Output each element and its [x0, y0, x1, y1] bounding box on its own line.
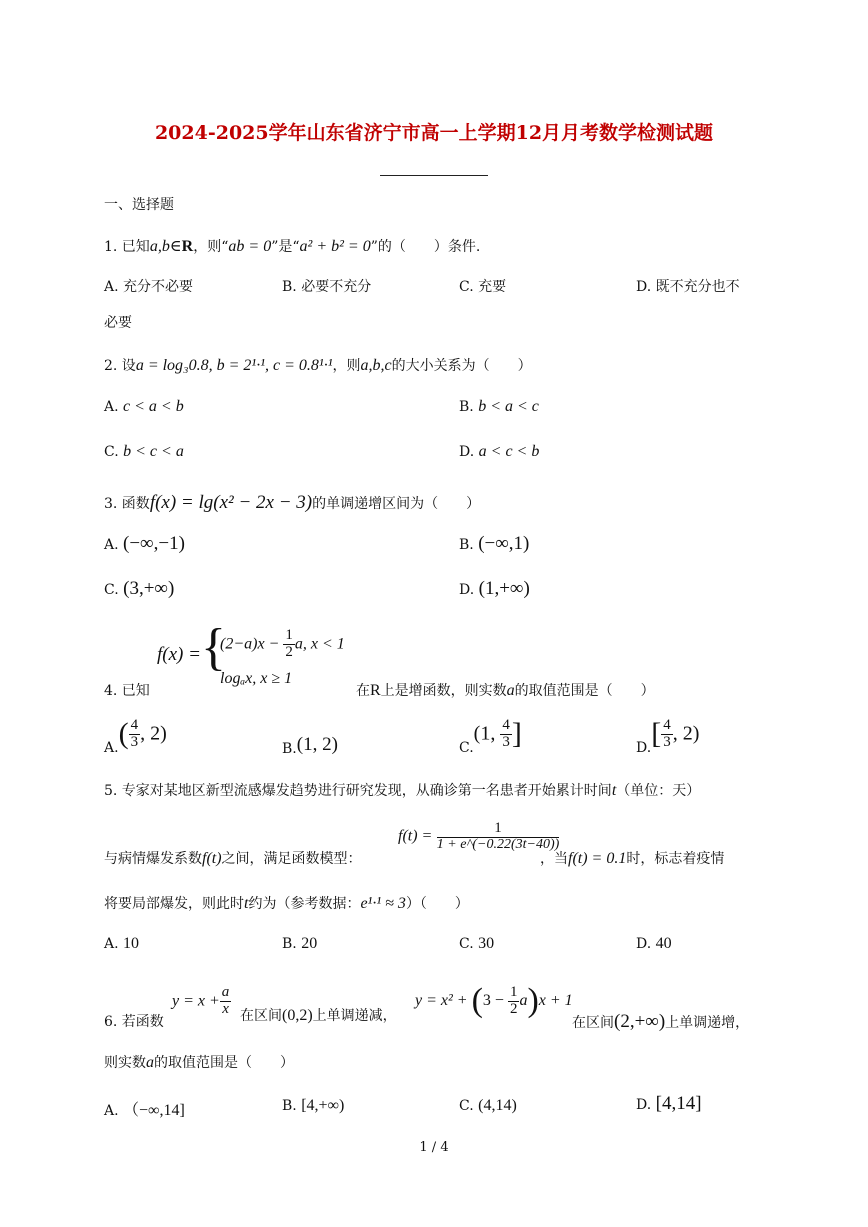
q4-case1-a: (2−a)x −: [220, 635, 284, 653]
q3-option-c[interactable]: [104, 578, 174, 600]
q4-real-set: R: [370, 682, 381, 699]
option-label: C.: [104, 582, 119, 598]
frac-den: 1 + e^(−0.22(3t−40)): [436, 836, 560, 852]
option-label: D.: [459, 444, 475, 460]
q1-text: ”的（ ）条件.: [370, 239, 481, 255]
bracket: , 2): [672, 722, 700, 745]
q2-option-c[interactable]: [104, 443, 184, 461]
q1-text: ”是“: [271, 239, 300, 255]
q3-option-b[interactable]: [459, 533, 529, 555]
q6-y2-d: x + 1: [538, 992, 573, 1009]
question-3-stem: [104, 492, 480, 514]
q6-y1-lhs: y = x +: [172, 992, 220, 1010]
question-5-line-2a: [104, 848, 362, 868]
q5-text: 5. 专家对某地区新型流感爆发趋势进行研究发现，从确诊第一名患者开始累计时间: [104, 783, 612, 799]
option-label: A.: [104, 1103, 119, 1119]
q5-text: 约为（参考数据：: [248, 896, 361, 912]
q6-text: 上单调递减，: [312, 1008, 397, 1024]
q6-y2-b: 3 −: [482, 992, 508, 1009]
bracket: [: [651, 717, 662, 750]
option-value: （−∞,14]: [123, 1102, 185, 1119]
question-5-line-3: [104, 893, 469, 913]
q1-number: 1. 已知: [104, 239, 150, 255]
frac: [500, 718, 512, 751]
paren-open: (: [471, 982, 483, 1019]
q1-option-a[interactable]: A. 充分不必要: [104, 279, 194, 295]
option-value: [4,+∞): [301, 1097, 345, 1114]
option-value: 30: [478, 935, 495, 952]
q4-var: a: [506, 682, 515, 699]
option-label: A.: [104, 740, 119, 756]
q2-expr: a = log₃0.8, b = 2¹·¹, c = 0.8¹·¹: [135, 357, 333, 374]
q1-text: ，则“: [193, 239, 229, 255]
q5-condition: f(t) = 0.1: [568, 850, 627, 867]
q1-expr-2: a² + b² = 0: [299, 238, 371, 255]
q4-text: 在: [356, 683, 370, 699]
q4-text: 的取值范围是（ ）: [514, 683, 655, 699]
q4-case-1: [220, 628, 345, 661]
q6-interval-1: (0,2): [282, 1007, 313, 1024]
q6-var: a: [146, 1054, 154, 1071]
q4-case2: logₐx, x ≥ 1: [220, 670, 293, 687]
q3-text: 的单调递增区间为（ ）: [312, 496, 481, 512]
question-5-line-1: [104, 780, 700, 800]
q5-text: 时，标志着疫情: [626, 851, 725, 867]
option-label: A.: [104, 936, 119, 952]
option-value: c < a < b: [123, 398, 184, 415]
q5-text: ）（ ）: [405, 896, 469, 912]
option-label: D.: [636, 740, 652, 756]
q5-option-d[interactable]: [636, 935, 672, 953]
option-label: A.: [104, 399, 119, 415]
frac-num: 1: [285, 627, 293, 643]
frac: [129, 718, 141, 751]
option-value: 10: [123, 935, 140, 952]
q5-model-lhs: f(t) =: [398, 827, 433, 845]
page-number: 1 / 4: [419, 1140, 449, 1155]
q6-text: 在区间: [240, 1008, 282, 1024]
frac-den: 3: [130, 733, 139, 750]
option-label: B.: [459, 537, 474, 553]
q6-text: 的取值范围是（ ）: [154, 1055, 294, 1071]
q6-text: 则实数: [104, 1055, 146, 1071]
frac: [661, 718, 673, 751]
q6-option-d[interactable]: [636, 1093, 702, 1115]
option-label: C.: [459, 936, 474, 952]
option-label: B.: [282, 936, 297, 952]
option-label: D.: [636, 1097, 652, 1113]
q1-option-c[interactable]: C. 充要: [459, 279, 507, 295]
frac-den: 3: [663, 733, 671, 750]
option-value: (4,14): [478, 1097, 517, 1114]
q4-half-fraction: [283, 628, 295, 661]
q2-option-a[interactable]: [104, 398, 184, 416]
option-label: B.: [282, 1098, 297, 1114]
frac-num: 1: [437, 821, 560, 838]
q6-y2-a: y = x² +: [415, 992, 472, 1009]
option-value: (1,+∞): [478, 578, 530, 599]
q4-text: 上是增函数，则实数: [380, 683, 507, 699]
q3-option-d[interactable]: [459, 578, 530, 600]
question-5-line-2b: [540, 848, 724, 868]
section-heading: 一、选择题: [104, 197, 174, 213]
q5-text: 将要局部爆发，则此时: [104, 896, 244, 912]
question-1-stem: [104, 236, 480, 256]
frac-num: 4: [502, 716, 510, 733]
bracket: , 2): [140, 722, 167, 745]
q1-expr-1: ab = 0: [228, 238, 272, 255]
q1-option-d-continued: 必要: [104, 315, 132, 331]
frac-num: 4: [130, 716, 139, 733]
q6-y2-c: a: [519, 992, 528, 1009]
title-underline: [380, 175, 488, 176]
bracket: ]: [511, 717, 522, 750]
q5-text: 与病情爆发系数: [104, 851, 202, 867]
q5-model: [398, 821, 559, 852]
q5-text: 之间，满足函数模型：: [221, 851, 362, 867]
page-title: 2024-2025学年山东省济宁市高一上学期12月月考数学检测试题: [154, 122, 714, 144]
frac-den: 3: [502, 733, 510, 750]
q4-option-b[interactable]: [282, 734, 338, 757]
option-value: a < c < b: [478, 443, 540, 460]
q2-text: ，则: [332, 358, 361, 374]
q2-option-b[interactable]: [459, 398, 539, 416]
q4-number: 4. 已知: [104, 683, 150, 699]
q4-brace: {: [201, 619, 226, 676]
q2-number: 2. 设: [104, 358, 136, 374]
option-value: (1, 2): [296, 734, 338, 755]
frac-den: 2: [509, 1000, 518, 1017]
bracket: (: [118, 717, 129, 750]
q6-stem-a: [240, 1005, 397, 1025]
frac-den: 2: [285, 643, 293, 660]
q5-ft: f(t): [202, 850, 222, 867]
q1-condition: a,b∈: [149, 238, 182, 255]
q2-vars: a,b,c: [360, 357, 392, 374]
q6-number: 6. 若函数: [104, 1014, 164, 1030]
q1-option-d[interactable]: D. 既不充分也不: [636, 279, 740, 295]
q4-stem-text: [356, 680, 655, 700]
option-value: (−∞,−1): [123, 533, 185, 554]
q4-fx-label: [157, 644, 201, 666]
option-value: b < a < c: [478, 398, 539, 415]
q6-option-b[interactable]: [282, 1097, 344, 1115]
bracket: (1,: [473, 722, 501, 745]
q6-function-2: [415, 982, 573, 1020]
q6-stem-b: [572, 1011, 749, 1033]
option-label: C.: [459, 740, 474, 756]
q4-case1-b: a, x < 1: [294, 635, 345, 653]
option-value: b < c < a: [123, 443, 184, 460]
q5-option-c[interactable]: [459, 935, 494, 953]
q6-interval-2: (2,+∞): [614, 1011, 666, 1032]
q2-option-d[interactable]: [459, 443, 539, 461]
option-label: B.: [282, 741, 297, 757]
frac-den: x: [222, 1000, 229, 1017]
q5-var-t: t: [611, 782, 617, 799]
q4-case-2: [220, 670, 292, 688]
option-label: C.: [104, 444, 119, 460]
option-label: A.: [104, 537, 119, 553]
q4-option-a[interactable]: [104, 717, 167, 756]
q6-text: 上单调递增，: [665, 1015, 750, 1031]
frac-num: a: [221, 984, 230, 1000]
option-label: D.: [636, 936, 652, 952]
q6-text: 在区间: [572, 1015, 614, 1031]
q1-real-set: R: [181, 238, 194, 255]
q6-stem-line-2: [104, 1052, 294, 1072]
q6-function-1: [172, 985, 231, 1018]
option-label: B.: [459, 399, 474, 415]
q3-number: 3. 函数: [104, 496, 150, 512]
q4-fx: f(x) =: [157, 644, 201, 665]
q6-y1-fraction: [220, 985, 232, 1018]
question-2-stem: [104, 355, 532, 375]
q6-option-a[interactable]: [104, 1097, 185, 1120]
q3-expr: f(x) = lg(x² − 2x − 3): [149, 492, 313, 513]
option-value: (3,+∞): [123, 578, 175, 599]
q6-half-fraction: [508, 985, 520, 1018]
q5-option-a[interactable]: [104, 935, 139, 953]
q5-var-t: t: [244, 895, 249, 912]
q2-text: 的大小关系为（ ）: [391, 358, 532, 374]
frac-num: 1: [509, 983, 518, 1000]
option-value: 40: [655, 935, 672, 952]
option-value: 20: [301, 935, 318, 952]
q1-option-b[interactable]: B. 必要不充分: [282, 279, 372, 295]
q4-option-c[interactable]: [459, 717, 522, 756]
q4-option-d[interactable]: [636, 717, 699, 756]
option-value: (−∞,1): [478, 533, 530, 554]
option-value: [4,14]: [655, 1093, 702, 1114]
q5-text: ，当: [540, 851, 568, 867]
frac-num: 4: [663, 716, 671, 733]
option-label: D.: [459, 582, 475, 598]
paren-close: ): [527, 982, 539, 1019]
option-label: C.: [459, 1098, 474, 1114]
q5-option-b[interactable]: [282, 935, 317, 953]
q5-text: （单位：天）: [616, 783, 701, 799]
q6-option-c[interactable]: [459, 1097, 517, 1115]
q3-option-a[interactable]: [104, 533, 185, 555]
q5-reference: e¹·¹ ≈ 3: [360, 895, 406, 912]
